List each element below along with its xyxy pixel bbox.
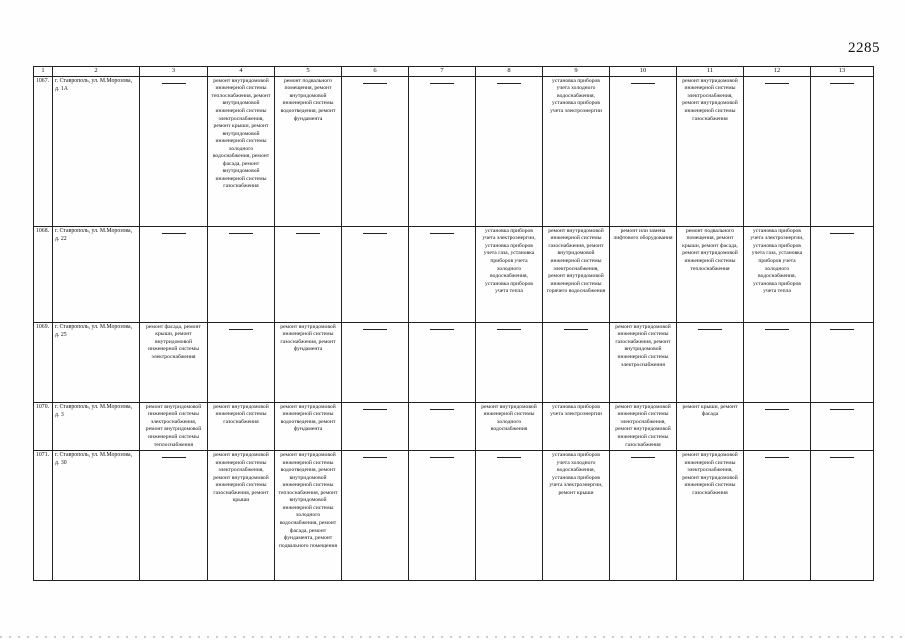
dash-mark	[698, 329, 722, 330]
dash-mark	[162, 83, 186, 84]
dash-mark	[830, 233, 854, 234]
empty-cell	[476, 451, 543, 581]
empty-cell	[275, 226, 342, 322]
empty-cell	[140, 451, 208, 581]
dash-mark	[765, 83, 789, 84]
work-cell: ремонт внутридомовой инженерной системы водоотведения, ремонт фундамента	[275, 402, 342, 450]
empty-cell	[342, 451, 409, 581]
work-cell: ремонт или замена лифтового оборудования	[610, 226, 677, 322]
dash-mark	[631, 83, 655, 84]
empty-cell	[409, 451, 476, 581]
empty-cell	[744, 451, 811, 581]
address-cell: г. Ставрополь, ул. М.Морозова, д. 1А	[53, 76, 140, 226]
dash-mark	[363, 329, 387, 330]
column-header: 1	[34, 67, 53, 77]
row-number: 1067.	[34, 76, 53, 226]
column-header: 7	[409, 67, 476, 77]
dash-mark	[830, 329, 854, 330]
empty-cell	[476, 322, 543, 402]
work-cell: ремонт внутридомовой инженерной системы газоснабжения	[208, 402, 275, 450]
column-header: 6	[342, 67, 409, 77]
address-cell: г. Ставрополь, ул. М.Морозова, д. 22	[53, 226, 140, 322]
work-cell: установка приборов учета электроэнергии	[543, 402, 610, 450]
work-cell: ремонт внутридомовой инженерной системы газоснабжения, ремонт внутридомовой инженерной системы электроснабжения	[610, 322, 677, 402]
empty-cell	[409, 402, 476, 450]
work-cell: ремонт внутридомовой инженерной системы электроснабжения, ремонт внутридомовой инженерной системы газоснабжения	[677, 451, 744, 581]
empty-cell	[140, 76, 208, 226]
dash-mark	[162, 233, 186, 234]
address-cell: г. Ставрополь, ул. М.Морозова, д. 30	[53, 451, 140, 581]
work-cell: ремонт внутридомовой инженерной системы водоотведения, ремонт внутридомовой инженерной системы теплоснабжения, ремонт внутридомовой инженерной системы холодного водоснабжения, ремонт фасада, ремонт фундамента, ремонт подвального помещения	[275, 451, 342, 581]
work-cell: установка приборов учета холодного водоснабжения, установка приборов учета электроэнергии, ремонт крыши	[543, 451, 610, 581]
empty-cell	[208, 322, 275, 402]
dash-mark	[162, 457, 186, 458]
empty-cell	[610, 76, 677, 226]
dash-mark	[363, 233, 387, 234]
dash-mark	[363, 83, 387, 84]
dash-mark	[631, 457, 655, 458]
work-cell: ремонт внутридомовой инженерной системы газоснабжения, ремонт внутридомовой инженерной системы электроснабжения, ремонт внутридомовой инженерной системы горячего водоснабжения	[543, 226, 610, 322]
dash-mark	[430, 233, 454, 234]
empty-cell	[811, 226, 874, 322]
work-cell: установка приборов учета электроэнергии, установка приборов учета газа, установка приборов учета холодного водоснабжения, установка приборов учета тепла	[744, 226, 811, 322]
row-number: 1068.	[34, 226, 53, 322]
scan-artifact-line	[0, 636, 905, 638]
dash-mark	[765, 329, 789, 330]
work-cell: установка приборов учета холодного водоснабжения, установка приборов учета электроэнергии	[543, 76, 610, 226]
work-cell: ремонт подвального помещения, ремонт крыши, ремонт фасада, ремонт внутридомовой инженерной системы теплоснабжения	[677, 226, 744, 322]
empty-cell	[811, 402, 874, 450]
dash-mark	[765, 409, 789, 410]
column-header: 10	[610, 67, 677, 77]
work-cell: ремонт внутридомовой инженерной системы газоснабжения, ремонт фундамента	[275, 322, 342, 402]
empty-cell	[342, 322, 409, 402]
empty-cell	[208, 226, 275, 322]
row-number: 1071.	[34, 451, 53, 581]
column-header: 12	[744, 67, 811, 77]
empty-cell	[342, 76, 409, 226]
page-number: 2285	[848, 40, 880, 56]
dash-mark	[363, 409, 387, 410]
empty-cell	[811, 322, 874, 402]
row-number: 1069.	[34, 322, 53, 402]
work-cell: ремонт внутридомовой инженерной системы холодного водоснабжения	[476, 402, 543, 450]
empty-cell	[744, 402, 811, 450]
dash-mark	[430, 83, 454, 84]
empty-cell	[140, 226, 208, 322]
dash-mark	[497, 83, 521, 84]
table-row	[34, 226, 874, 322]
empty-cell	[744, 76, 811, 226]
dash-mark	[296, 233, 320, 234]
dash-mark	[830, 409, 854, 410]
column-header: 13	[811, 67, 874, 77]
repair-schedule-table	[33, 66, 874, 581]
empty-cell	[744, 322, 811, 402]
dash-mark	[363, 457, 387, 458]
dash-mark	[830, 457, 854, 458]
dash-mark	[430, 409, 454, 410]
column-header: 3	[140, 67, 208, 77]
empty-cell	[409, 226, 476, 322]
work-cell: ремонт крыши, ремонт фасада	[677, 402, 744, 450]
dash-mark	[430, 329, 454, 330]
empty-cell	[409, 322, 476, 402]
dash-mark	[430, 457, 454, 458]
table-row	[34, 451, 874, 581]
column-header: 5	[275, 67, 342, 77]
table-row	[34, 322, 874, 402]
address-cell: г. Ставрополь, ул. М.Морозова, д. 25	[53, 322, 140, 402]
empty-cell	[409, 76, 476, 226]
empty-cell	[811, 76, 874, 226]
work-cell: установка приборов учета электроэнергии, установка приборов учета газа, установка приборов учета холодного водоснабжения, установка приборов учета тепла	[476, 226, 543, 322]
work-cell: ремонт фасада, ремонт крыши, ремонт внутридомовой инженерной системы электроснабжения	[140, 322, 208, 402]
table-body	[34, 76, 874, 580]
dash-mark	[229, 329, 253, 330]
work-cell: ремонт внутридомовой инженерной системы электроснабжения, ремонт внутридомовой инженерной системы газоснабжения	[610, 402, 677, 450]
empty-cell	[476, 76, 543, 226]
address-cell: г. Ставрополь, ул. М.Морозова, д. 3	[53, 402, 140, 450]
column-header: 8	[476, 67, 543, 77]
empty-cell	[342, 402, 409, 450]
table-row	[34, 76, 874, 226]
dash-mark	[497, 329, 521, 330]
empty-cell	[811, 451, 874, 581]
work-cell: ремонт внутридомовой инженерной системы электроснабжения, ремонт внутридомовой инженерной системы газоснабжения, ремонт крыши	[208, 451, 275, 581]
column-header: 4	[208, 67, 275, 77]
dash-mark	[765, 457, 789, 458]
dash-mark	[564, 329, 588, 330]
empty-cell	[543, 322, 610, 402]
column-header: 11	[677, 67, 744, 77]
work-cell: ремонт внутридомовой инженерной системы теплоснабжения, ремонт внутридомовой инженерной системы электроснабжения, ремонт крыши, ремонт внутридомовой инженерной системы холодного водоснабжения, ремонт фасада, ремонт внутридомовой инженерной системы газоснабжения	[208, 76, 275, 226]
empty-cell	[677, 322, 744, 402]
column-header: 9	[543, 67, 610, 77]
table-header-row	[34, 67, 874, 77]
dash-mark	[229, 233, 253, 234]
dash-mark	[830, 83, 854, 84]
empty-cell	[342, 226, 409, 322]
table-row	[34, 402, 874, 450]
dash-mark	[497, 457, 521, 458]
empty-cell	[610, 451, 677, 581]
column-header: 2	[53, 67, 140, 77]
row-number: 1070.	[34, 402, 53, 450]
work-cell: ремонт подвального помещения, ремонт внутридомовой инженерной системы водоотведения, ремонт фундамента	[275, 76, 342, 226]
work-cell: ремонт внутридомовой инженерной системы электроснабжения, ремонт внутридомовой инженерной системы теплоснабжения	[140, 402, 208, 450]
work-cell: ремонт внутридомовой инженерной системы электроснабжения, ремонт внутридомовой инженерной системы газоснабжения	[677, 76, 744, 226]
